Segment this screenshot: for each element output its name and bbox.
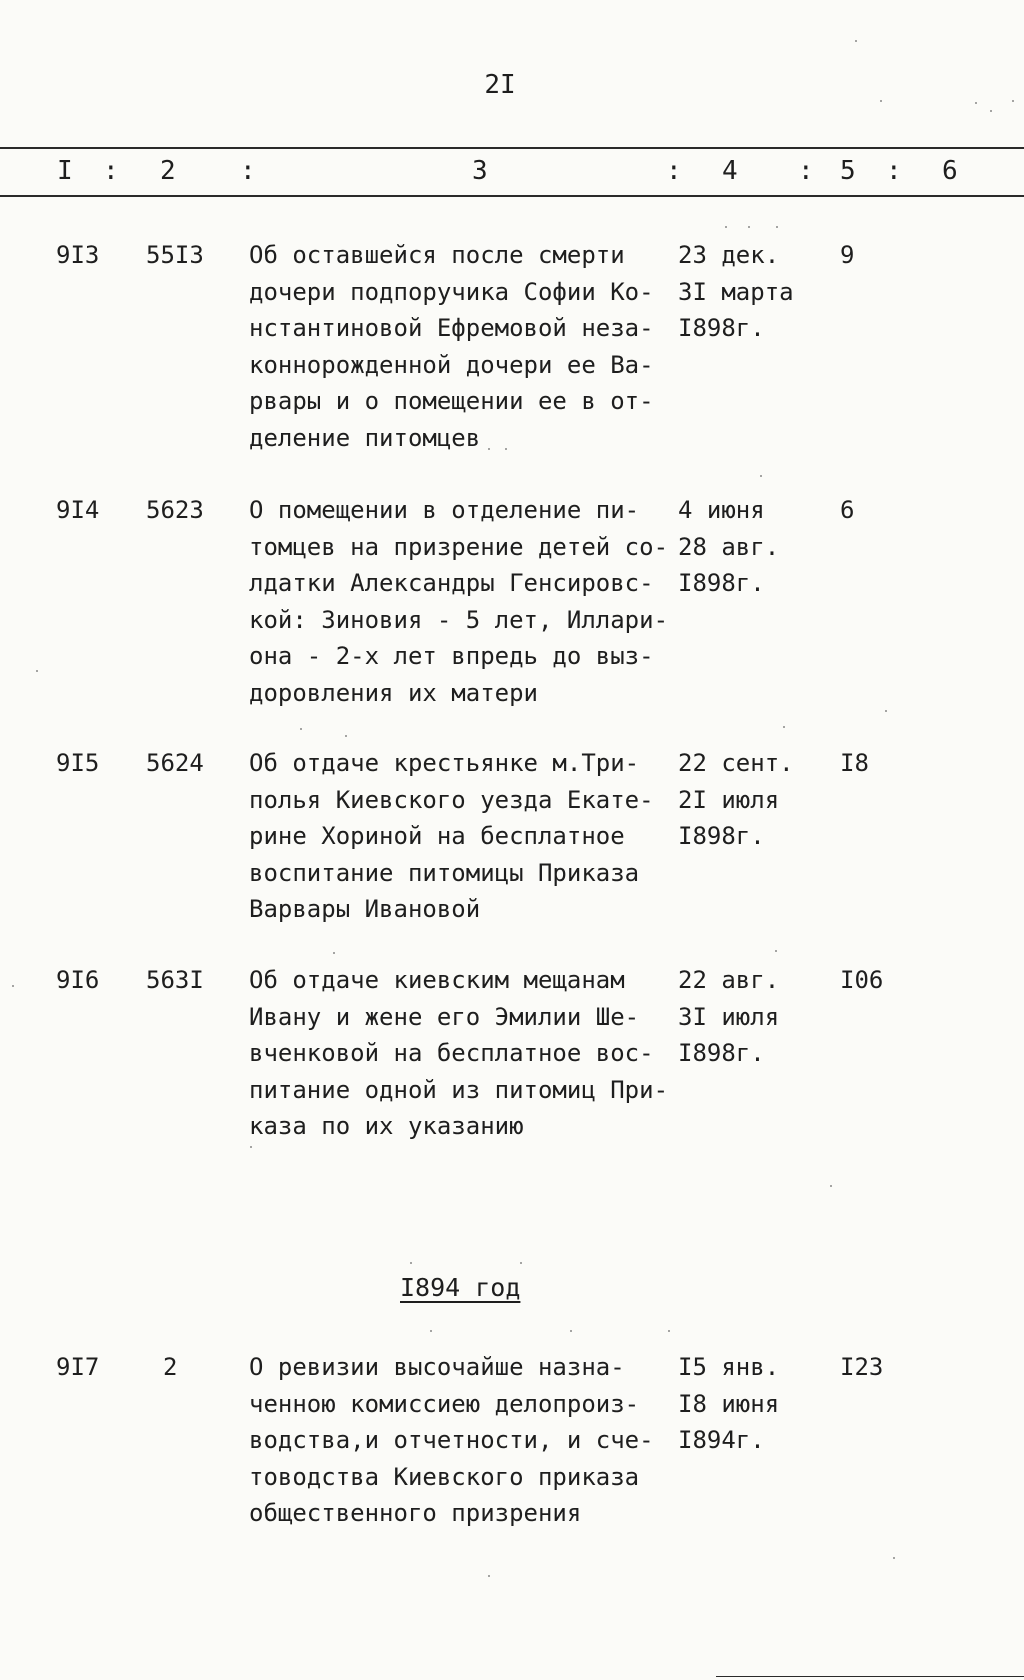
scan-speck [783, 726, 785, 728]
column-header-2: 2 [160, 156, 176, 186]
title-line: Варвары Ивановой [249, 895, 481, 923]
title-line: О помещении в отделение пи- [249, 496, 640, 524]
scan-speck [855, 40, 857, 42]
year-section-heading: I894 год [400, 1273, 521, 1302]
scan-speck [990, 110, 992, 112]
title-line: дочери подпоручика Софии Ко- [249, 277, 654, 306]
scan-speck [1012, 100, 1014, 102]
end-date: 2I июля [678, 785, 780, 814]
record-dates [678, 492, 779, 602]
column-header-5: 5 [840, 156, 856, 186]
record-file-number: 5623 [146, 496, 204, 524]
scan-speck [333, 952, 335, 954]
start-date: 4 июня [678, 496, 765, 524]
scan-speck [893, 1557, 895, 1559]
scan-speck [250, 1146, 252, 1148]
record-number: 9I4 [56, 496, 100, 524]
title-line: О ревизии высочайше назна- [249, 1353, 625, 1381]
scan-speck [760, 475, 762, 477]
record-sheet-count: I06 [840, 966, 884, 994]
record-title [249, 492, 668, 711]
column-header-1: I [57, 156, 73, 186]
record-file-number: 563I [146, 966, 204, 994]
title-line: доровления их матери [249, 678, 538, 707]
scan-speck [12, 985, 14, 987]
scan-speck [830, 1185, 832, 1187]
scan-speck [488, 1575, 490, 1577]
record-file-number: 2 [163, 1353, 178, 1381]
record-number: 9I6 [56, 966, 100, 994]
start-date: 22 сент. [678, 749, 794, 777]
title-line: томцев на призрение детей со- [249, 532, 669, 561]
year: I898г. [678, 822, 765, 850]
scan-speck [345, 735, 347, 737]
column-header-row [0, 152, 1024, 192]
title-line: коннорожденной дочери ее Ва- [249, 350, 654, 379]
title-line: рвары и о помещении ее в от- [249, 387, 654, 415]
column-separator: : [103, 156, 119, 186]
record-dates [678, 237, 794, 347]
record-number: 9I5 [56, 749, 100, 777]
title-line: каза по их указанию [249, 1112, 524, 1140]
title-line: воспитание питомицы Приказа [249, 858, 640, 887]
record-sheet-count: 9 [840, 241, 855, 269]
title-line: товодства Киевского приказа [249, 1462, 640, 1491]
record-number: 9I3 [56, 241, 100, 269]
year: I898г. [678, 1039, 765, 1067]
page-number: 2I [484, 70, 516, 100]
scan-speck [430, 1330, 432, 1332]
header-top-rule [0, 147, 1024, 149]
end-date: 28 авг. [678, 532, 780, 561]
record-title [249, 237, 654, 456]
scan-speck [880, 100, 882, 102]
record-dates [678, 745, 794, 855]
title-line: рине Хориной на бесплатное [249, 822, 625, 850]
year: I898г. [678, 314, 765, 342]
scan-speck [668, 1330, 670, 1332]
end-date: 3I июля [678, 1002, 780, 1031]
scan-speck [505, 448, 507, 450]
scan-speck [725, 226, 727, 228]
start-date: I5 янв. [678, 1353, 780, 1381]
scan-speck [520, 1262, 522, 1264]
column-separator: : [798, 156, 814, 186]
scan-speck [488, 448, 490, 450]
footer-rule [716, 1676, 1024, 1677]
column-header-3: 3 [472, 156, 488, 186]
record-number: 9I7 [56, 1353, 100, 1381]
title-line: общественного призрения [249, 1499, 582, 1527]
record-dates [678, 1349, 779, 1459]
scan-speck [885, 710, 887, 712]
column-header-4: 4 [722, 156, 738, 186]
scan-speck [410, 1262, 412, 1264]
scan-speck [975, 102, 977, 104]
scan-speck [300, 728, 302, 730]
title-line: вченковой на бесплатное вос- [249, 1039, 654, 1067]
year: I898г. [678, 569, 765, 597]
record-sheet-count: I8 [840, 749, 869, 777]
title-line: кой: Зиновия - 5 лет, Иллари- [249, 605, 669, 634]
title-line: ченною комиссиею делопроиз- [249, 1389, 640, 1418]
title-line: деление питомцев [249, 423, 481, 452]
scan-speck [748, 226, 750, 228]
record-title [249, 745, 654, 928]
record-dates [678, 962, 779, 1072]
start-date: 23 дек. [678, 241, 780, 269]
end-date: I8 июня [678, 1389, 780, 1418]
title-line: Ивану и жене его Эмилии Ше- [249, 1002, 640, 1031]
column-separator: : [240, 156, 256, 186]
column-header-6: 6 [942, 156, 958, 186]
title-line: нстантиновой Ефремовой неза- [249, 314, 654, 342]
start-date: 22 авг. [678, 966, 780, 994]
scan-speck [776, 226, 778, 228]
title-line: Об отдаче крестьянке м.Три- [249, 749, 640, 777]
column-separator: : [666, 156, 682, 186]
title-line: она - 2-х лет впредь до выз- [249, 642, 654, 670]
header-bottom-rule [0, 195, 1024, 197]
record-title [249, 1349, 654, 1532]
title-line: полья Киевского уезда Екате- [249, 785, 654, 814]
title-line: Об отдаче киевским мещанам [249, 966, 625, 994]
scan-speck [36, 670, 38, 672]
record-file-number: 55I3 [146, 241, 204, 269]
record-sheet-count: 6 [840, 496, 855, 524]
year: I894г. [678, 1426, 765, 1454]
record-file-number: 5624 [146, 749, 204, 777]
end-date: 3I марта [678, 277, 794, 306]
record-sheet-count: I23 [840, 1353, 884, 1381]
scan-speck [570, 1330, 572, 1332]
scan-speck [775, 950, 777, 952]
title-line: питание одной из питомиц При- [249, 1075, 669, 1104]
title-line: Об оставшейся после смерти [249, 241, 625, 269]
column-separator: : [886, 156, 902, 186]
record-title [249, 962, 668, 1145]
title-line: водства,и отчетности, и сче- [249, 1426, 654, 1454]
title-line: лдатки Александры Генсировс- [249, 569, 654, 597]
